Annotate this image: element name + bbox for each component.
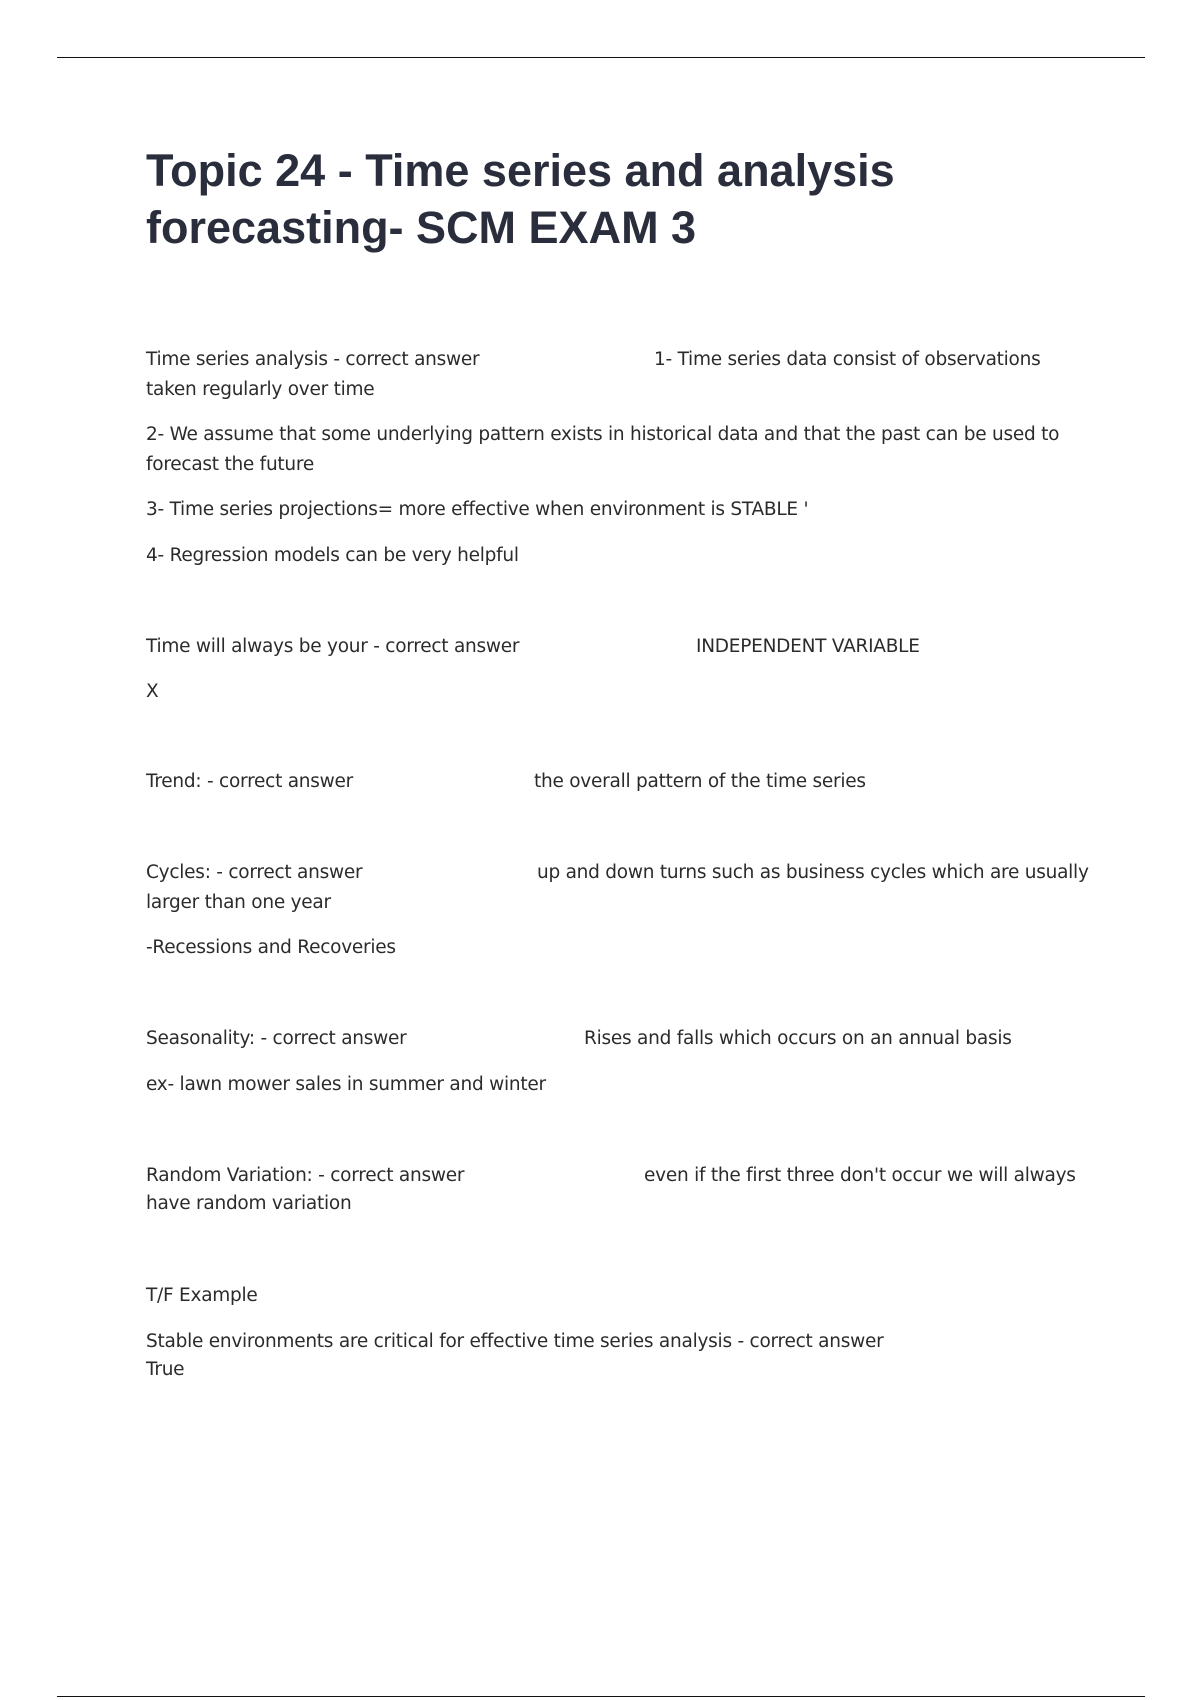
card-question: Time will always be your - correct answer bbox=[146, 636, 520, 657]
card-answer: Rises and falls which occurs on an annual basis bbox=[584, 1028, 1012, 1049]
card-paragraph: forecast the future bbox=[146, 454, 314, 475]
card-question: Stable environments are critical for effective time series analysis - correct answer bbox=[146, 1331, 884, 1352]
top-rule bbox=[57, 57, 1145, 58]
card-answer: the overall pattern of the time series bbox=[534, 771, 866, 792]
card-paragraph: -Recessions and Recoveries bbox=[146, 937, 396, 958]
card-answer-continued: larger than one year bbox=[146, 892, 331, 913]
card-paragraph: ex- lawn mower sales in summer and winter bbox=[146, 1074, 546, 1095]
bottom-rule bbox=[57, 1696, 1145, 1697]
card-answer-continued: taken regularly over time bbox=[146, 379, 375, 400]
card-answer-continued: have random variation bbox=[146, 1193, 352, 1214]
card-paragraph: 3- Time series projections= more effective when environment is STABLE ' bbox=[146, 499, 809, 520]
card-heading: T/F Example bbox=[146, 1285, 258, 1306]
card-answer: 1- Time series data consist of observations bbox=[654, 349, 1041, 370]
card-paragraph: 4- Regression models can be very helpful bbox=[146, 545, 519, 566]
card-answer: even if the first three don't occur we will always bbox=[644, 1165, 1076, 1186]
document-title: Topic 24 - Time series and analysis forecasting- SCM EXAM 3 bbox=[146, 145, 895, 253]
card-question: Trend: - correct answer bbox=[146, 771, 354, 792]
card-question: Cycles: - correct answer bbox=[146, 862, 363, 883]
card-question: Time series analysis - correct answer bbox=[146, 349, 480, 370]
card-paragraph: 2- We assume that some underlying pattern exists in historical data and that the past can be used to bbox=[146, 424, 1060, 445]
card-question: Random Variation: - correct answer bbox=[146, 1165, 465, 1186]
card-answer: INDEPENDENT VARIABLE bbox=[696, 636, 920, 657]
card-question: Seasonality: - correct answer bbox=[146, 1028, 407, 1049]
card-paragraph: X bbox=[146, 681, 159, 702]
card-answer: up and down turns such as business cycles which are usually bbox=[537, 862, 1089, 883]
card-answer: True bbox=[146, 1359, 185, 1380]
